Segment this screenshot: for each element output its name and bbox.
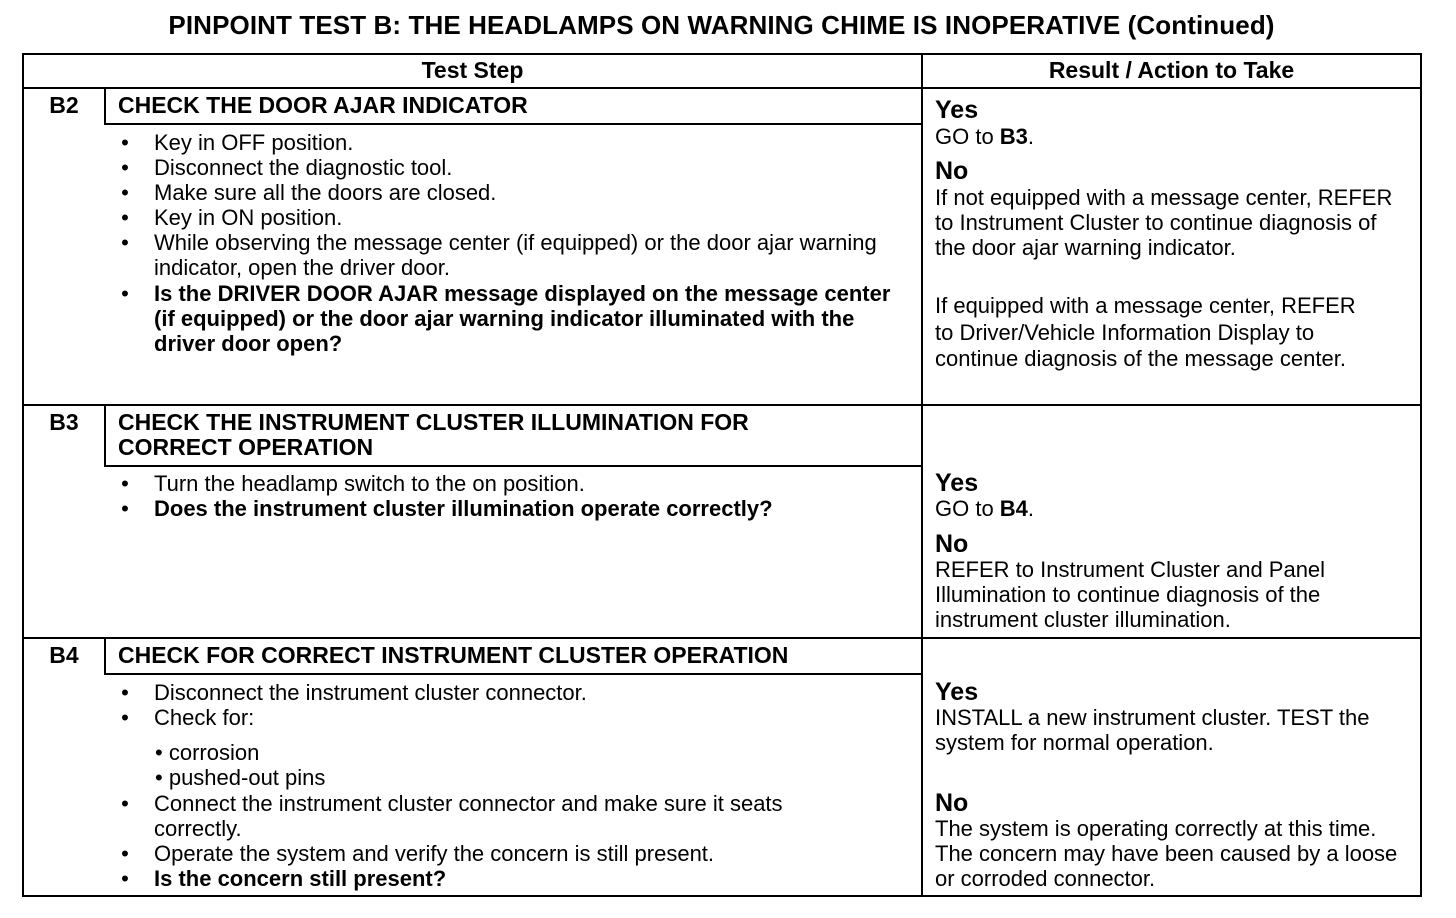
b2-yes-label: Yes xyxy=(935,96,979,124)
bullet-icon: • xyxy=(121,281,129,306)
bullet-icon: • xyxy=(121,705,129,730)
b2-question: • Is the DRIVER DOOR AJAR message displayed on the message center (if equipped) or the door ajar warning indicator illuminated with the driver door open? xyxy=(116,281,906,356)
header-result-action: Result / Action to Take xyxy=(1048,57,1295,83)
step-id-b3: B3 xyxy=(49,409,79,435)
step-id-b2: B2 xyxy=(49,92,79,118)
b2-no-action-2: If equipped with a message center, REFER to Driver/Vehicle Information Display to continue diagnosis of the message center. xyxy=(935,293,1356,371)
b2-bullet-4: • Key in ON position. xyxy=(116,205,906,230)
header-test-step: Test Step xyxy=(421,57,524,83)
sub-bullet-icon: • xyxy=(155,765,163,790)
b4-yes-action: INSTALL a new instrument cluster. TEST the system for normal operation. xyxy=(935,705,1370,755)
b3-no-label: No xyxy=(935,530,969,558)
sub-bullet-icon: • xyxy=(155,740,163,765)
row-divider-b3-b4 xyxy=(22,637,1422,639)
link-b4[interactable]: B4 xyxy=(999,496,1028,521)
b4-bullet-2: • Check for: xyxy=(116,705,906,730)
b2-title-divider xyxy=(104,123,922,125)
b4-bullet-3: • Connect the instrument cluster connector and make sure it seats correctly. xyxy=(116,791,876,841)
header-divider xyxy=(22,87,1422,89)
bullet-icon: • xyxy=(121,130,129,155)
id-divider-b3 xyxy=(104,405,106,466)
id-divider-b4 xyxy=(104,638,106,674)
bullet-icon: • xyxy=(121,866,129,891)
b4-sub-bullet-1: • corrosion xyxy=(155,740,260,765)
b2-no-action-1: If not equipped with a message center, REFER to Instrument Cluster to continue diagnosis of the door ajar warning indicator. xyxy=(935,185,1393,260)
b2-no-label: No xyxy=(935,157,969,185)
b2-bullet-3: • Make sure all the doors are closed. xyxy=(116,180,906,205)
b4-yes-label: Yes xyxy=(935,678,979,706)
b3-title-divider xyxy=(104,465,922,467)
b4-title-divider xyxy=(104,673,922,675)
step-id-b4: B4 xyxy=(49,642,79,668)
bullet-icon: • xyxy=(121,180,129,205)
link-b3[interactable]: B3 xyxy=(999,124,1028,149)
b3-bullet-1: • Turn the headlamp switch to the on position. xyxy=(116,471,906,496)
b2-yes-action: GO to B3. xyxy=(935,124,1035,149)
b4-no-label: No xyxy=(935,789,969,817)
b4-bullet-1: • Disconnect the instrument cluster connector. xyxy=(116,680,906,705)
b3-yes-label: Yes xyxy=(935,469,979,497)
row-divider-b2-b3 xyxy=(22,404,1422,406)
bullet-icon: • xyxy=(121,205,129,230)
id-divider-b2 xyxy=(104,88,106,124)
b3-yes-action: GO to B4. xyxy=(935,496,1035,521)
bullet-icon: • xyxy=(121,791,129,816)
bullet-icon: • xyxy=(121,155,129,180)
b4-question: • Is the concern still present? xyxy=(116,866,906,891)
bullet-icon: • xyxy=(121,471,129,496)
b2-bullet-2: • Disconnect the diagnostic tool. xyxy=(116,155,906,180)
step-title-b2: CHECK THE DOOR AJAR INDICATOR xyxy=(118,92,528,118)
b4-no-action: The system is operating correctly at this time. The concern may have been caused by a loose or corroded connector. xyxy=(935,816,1398,891)
bullet-icon: • xyxy=(121,496,129,521)
bullet-icon: • xyxy=(121,841,129,866)
b2-bullet-5: • While observing the message center (if equipped) or the door ajar warning indicator, open the driver door. xyxy=(116,230,906,280)
bullet-icon: • xyxy=(121,230,129,255)
b3-no-action: REFER to Instrument Cluster and Panel Illumination to continue diagnosis of the instrument cluster illumination. xyxy=(935,557,1326,632)
b3-question: • Does the instrument cluster illumination operate correctly? xyxy=(116,496,906,521)
column-divider xyxy=(921,53,923,897)
page-title: PINPOINT TEST B: THE HEADLAMPS ON WARNING CHIME IS INOPERATIVE (Continued) xyxy=(168,10,1275,40)
step-title-b4: CHECK FOR CORRECT INSTRUMENT CLUSTER OPERATION xyxy=(118,642,789,668)
b4-bullet-4: • Operate the system and verify the concern is still present. xyxy=(116,841,906,866)
bullet-icon: • xyxy=(121,680,129,705)
b2-bullet-1: • Key in OFF position. xyxy=(116,130,906,155)
step-title-b3: CHECK THE INSTRUMENT CLUSTER ILLUMINATION FOR CORRECT OPERATION xyxy=(118,409,749,460)
b4-sub-bullet-2: • pushed-out pins xyxy=(155,765,326,790)
